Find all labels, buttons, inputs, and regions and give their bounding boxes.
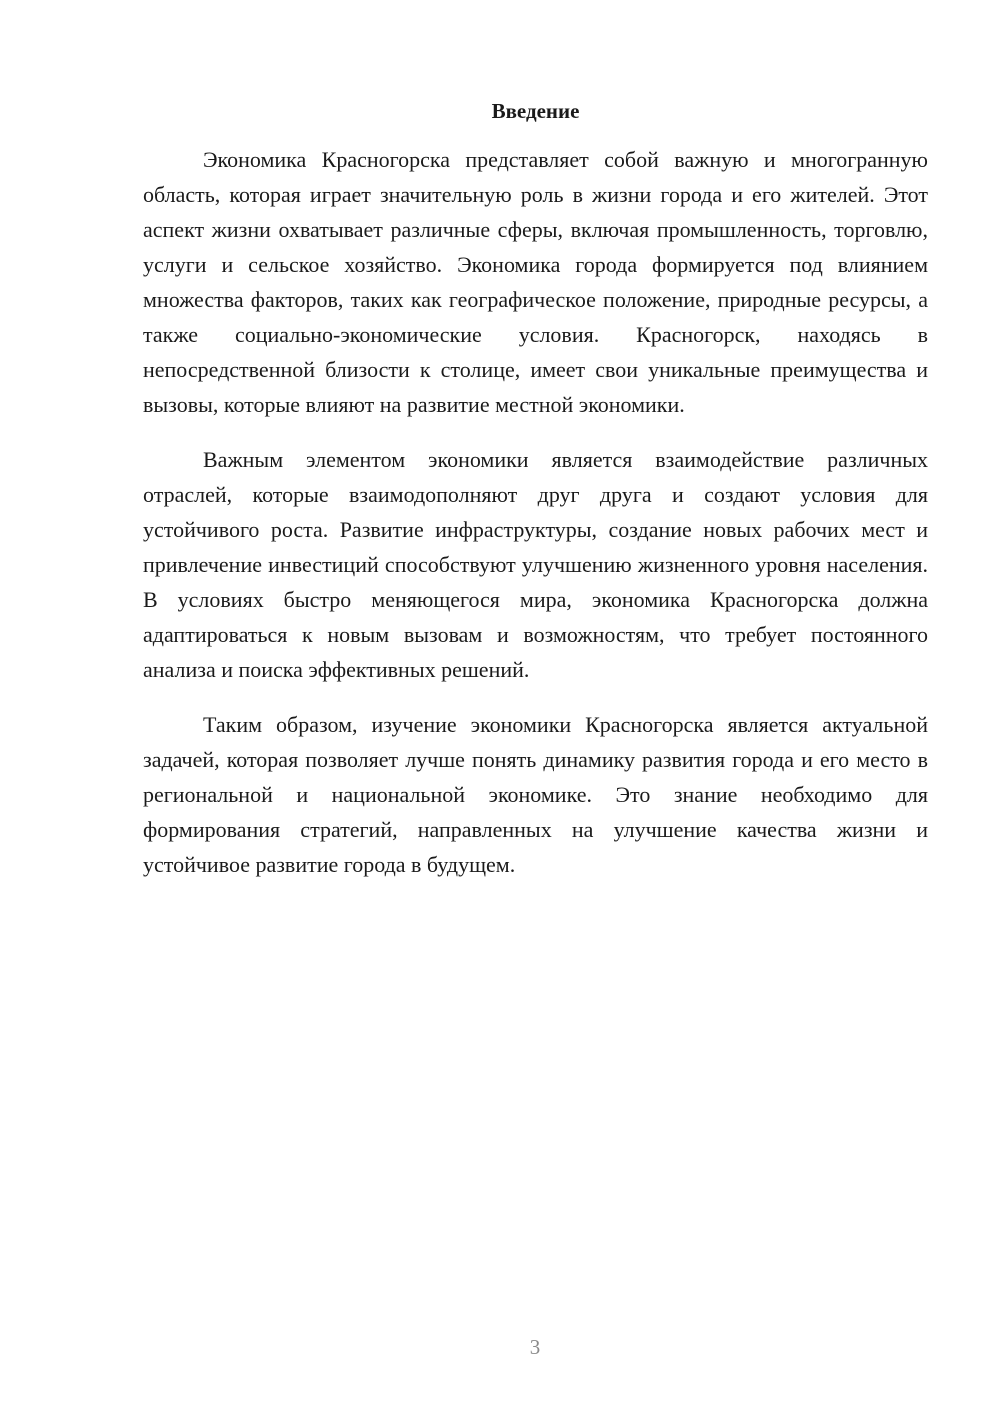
page-number: 3 bbox=[529, 1335, 541, 1359]
paragraph-3: Таким образом, изучение экономики Красногорска является актуальной задачей, которая позволяет лучше понять динамику развития города и его место в региональной и национальной экономике. Это знание необходимо для формирования стратегий, направленных на улучшение качества жизни и устойчивое развитие города в будущем. bbox=[143, 712, 928, 877]
body-text bbox=[143, 142, 928, 902]
paragraph-2: Важным элементом экономики является взаимодействие различных отраслей, которые взаимодополняют друг друга и создают условия для устойчивого роста. Развитие инфраструктуры, создание новых рабочих мест и привлечение инвестиций способствуют улучшению жизненного уровня населения. В условиях быстро меняющегося мира, экономика Красногорска должна адаптироваться к новым вызовам и возможностям, что требует постоянного анализа и поиска эффективных решений. bbox=[143, 447, 928, 682]
paragraph-1: Экономика Красногорска представляет собой важную и многогранную область, которая играет значительную роль в жизни города и его жителей. Этот аспект жизни охватывает различные сферы, включая промышленность, торговлю, услуги и сельское хозяйство. Экономика города формируется под влиянием множества факторов, таких как географическое положение, природные ресурсы, а также социально-экономические условия. Красногорск, находясь в непосредственной близости к столице, имеет свои уникальные преимущества и вызовы, которые влияют на развитие местной экономики. bbox=[143, 147, 928, 417]
section-title: Введение bbox=[491, 99, 580, 123]
